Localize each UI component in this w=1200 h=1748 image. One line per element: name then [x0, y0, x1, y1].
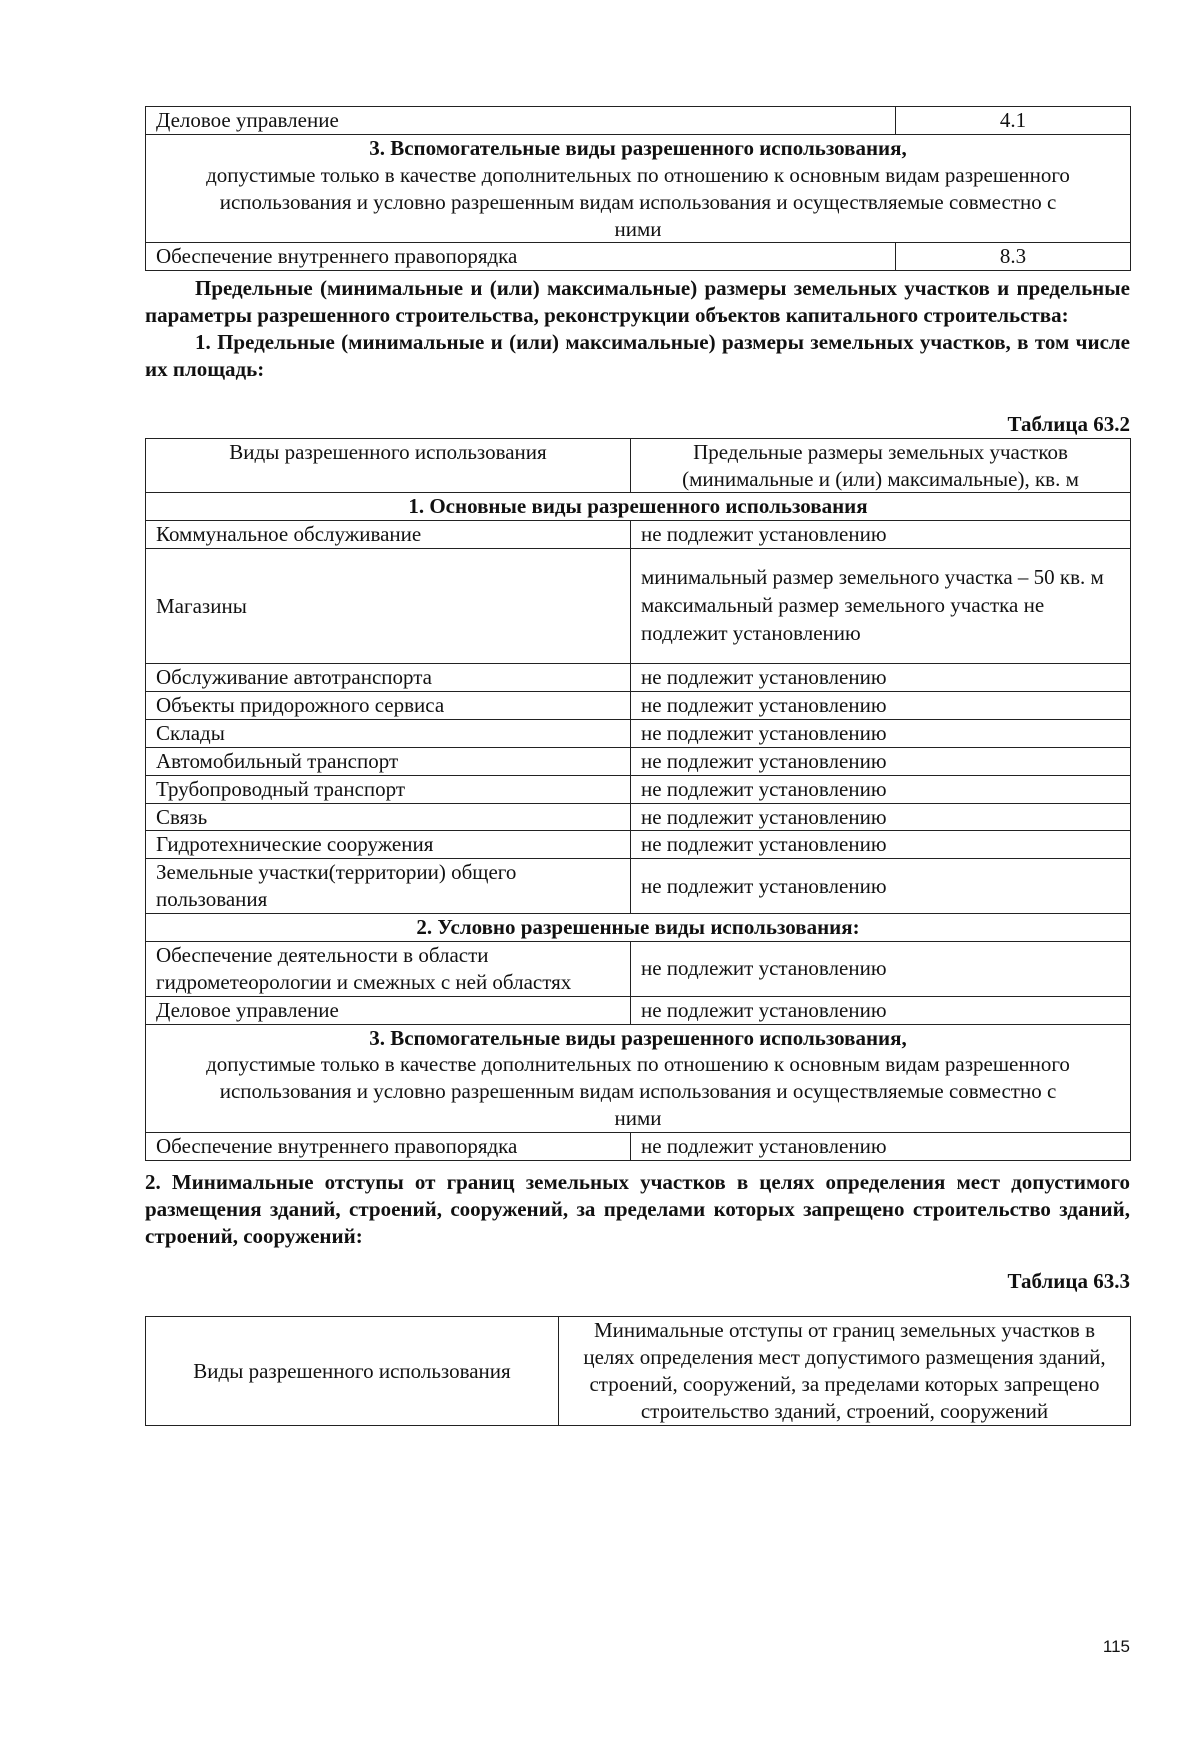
- table-header-row: [146, 438, 1131, 493]
- table-row: [146, 747, 1131, 775]
- use-name: Объекты придорожного сервиса: [146, 692, 631, 720]
- section-title: 3. Вспомогательные виды разрешенного использования,: [369, 1025, 907, 1050]
- use-name: Коммунальное обслуживание: [146, 521, 631, 549]
- use-name: Деловое управление: [146, 996, 631, 1024]
- use-value: не подлежит установлению: [631, 521, 1131, 549]
- heading-limits: Предельные (минимальные и (или) максимальные) размеры земельных участков и предельные параметры разрешенного строительства, реконструкции объектов капитального строительства:: [145, 276, 1130, 328]
- section-3-cell: [146, 1024, 1131, 1133]
- header-col-1: Виды разрешенного использования: [146, 438, 631, 493]
- table-row: [146, 107, 1131, 135]
- use-value: не подлежит установлению: [631, 1133, 1131, 1161]
- section-subtitle: допустимые только в качестве дополнительных по отношению к основным видам разрешенного использования и условно разрешенным видам использования и осуществляемые совместно с ними: [206, 162, 1070, 241]
- use-value: [631, 549, 1131, 664]
- table-row: [146, 803, 1131, 831]
- page-number: 115: [1102, 1637, 1130, 1656]
- use-name: Автомобильный транспорт: [146, 747, 631, 775]
- table-row: [146, 831, 1131, 859]
- table-63-2: [145, 438, 1131, 1161]
- use-value: не подлежит установлению: [631, 775, 1131, 803]
- section-row: [146, 1024, 1131, 1133]
- use-name: Обеспечение внутреннего правопорядка: [146, 243, 896, 271]
- value-line: минимальный размер земельного участка – 50 кв. м: [641, 565, 1104, 590]
- section-row: [146, 134, 1131, 243]
- value-line: максимальный размер земельного участка не подлежит установлению: [641, 593, 1045, 646]
- section-row: [146, 493, 1131, 521]
- section-3-cell: [146, 134, 1131, 243]
- use-value: не подлежит установлению: [631, 719, 1131, 747]
- table-row: [146, 775, 1131, 803]
- use-name: Обеспечение деятельности в области гидрометеорологии и смежных с ней областях: [146, 941, 631, 996]
- section-title: 3. Вспомогательные виды разрешенного использования,: [369, 135, 907, 160]
- document-page: [145, 106, 1130, 1426]
- table-row: [146, 719, 1131, 747]
- heading-sizes: 1. Предельные (минимальные и (или) максимальные) размеры земельных участков, в том числе их площадь:: [145, 330, 1130, 381]
- header-col-2: Минимальные отступы от границ земельных участков в целях определения мест допустимого размещения зданий, строений, сооружений, за пределами которых запрещено строительство зданий, строений, сооружений: [559, 1317, 1131, 1426]
- use-code: 8.3: [896, 243, 1131, 271]
- table-row: [146, 859, 1131, 914]
- use-name: Деловое управление: [146, 107, 896, 135]
- header-col-2: Предельные размеры земельных участков (минимальные и (или) максимальные), кв. м: [631, 438, 1131, 493]
- use-name: Обеспечение внутреннего правопорядка: [146, 1133, 631, 1161]
- header-col-1: Виды разрешенного использования: [146, 1317, 559, 1426]
- table-caption: Таблица 63.2: [1007, 411, 1130, 436]
- use-name: Гидротехнические сооружения: [146, 831, 631, 859]
- use-value: не подлежит установлению: [631, 803, 1131, 831]
- table-row: [146, 941, 1131, 996]
- table-top: [145, 106, 1131, 271]
- table-header-row: [146, 1317, 1131, 1426]
- use-name: Связь: [146, 803, 631, 831]
- use-value: не подлежит установлению: [631, 664, 1131, 692]
- use-name: Склады: [146, 719, 631, 747]
- section-subtitle: допустимые только в качестве дополнительных по отношению к основным видам разрешенного использования и условно разрешенным видам использования и осуществляемые совместно с ними: [206, 1052, 1070, 1131]
- table-row: [146, 692, 1131, 720]
- use-name: Трубопроводный транспорт: [146, 775, 631, 803]
- use-value: не подлежит установлению: [631, 859, 1131, 914]
- table-row: [146, 996, 1131, 1024]
- use-value: не подлежит установлению: [631, 747, 1131, 775]
- use-code: 4.1: [896, 107, 1131, 135]
- use-value: не подлежит установлению: [631, 941, 1131, 996]
- section-2-title: 2. Условно разрешенные виды использования:: [146, 914, 1131, 942]
- table-row: [146, 664, 1131, 692]
- table-row: [146, 1133, 1131, 1161]
- use-name: Магазины: [146, 549, 631, 664]
- table-63-3: [145, 1316, 1131, 1426]
- heading-setbacks: 2. Минимальные отступы от границ земельных участков в целях определения мест допустимого размещения зданий, строений, сооружений, за пределами которых запрещено строительство зданий, строений, сооружений:: [145, 1169, 1130, 1248]
- table-caption: Таблица 63.3: [1007, 1268, 1130, 1293]
- use-value: не подлежит установлению: [631, 692, 1131, 720]
- use-name: Обслуживание автотранспорта: [146, 664, 631, 692]
- table-row: [146, 549, 1131, 664]
- table-row: [146, 521, 1131, 549]
- use-value: не подлежит установлению: [631, 831, 1131, 859]
- use-name: Земельные участки(территории) общего пользования: [146, 859, 631, 914]
- use-value: не подлежит установлению: [631, 996, 1131, 1024]
- section-row: [146, 914, 1131, 942]
- section-1-title: 1. Основные виды разрешенного использования: [146, 493, 1131, 521]
- table-row: [146, 243, 1131, 271]
